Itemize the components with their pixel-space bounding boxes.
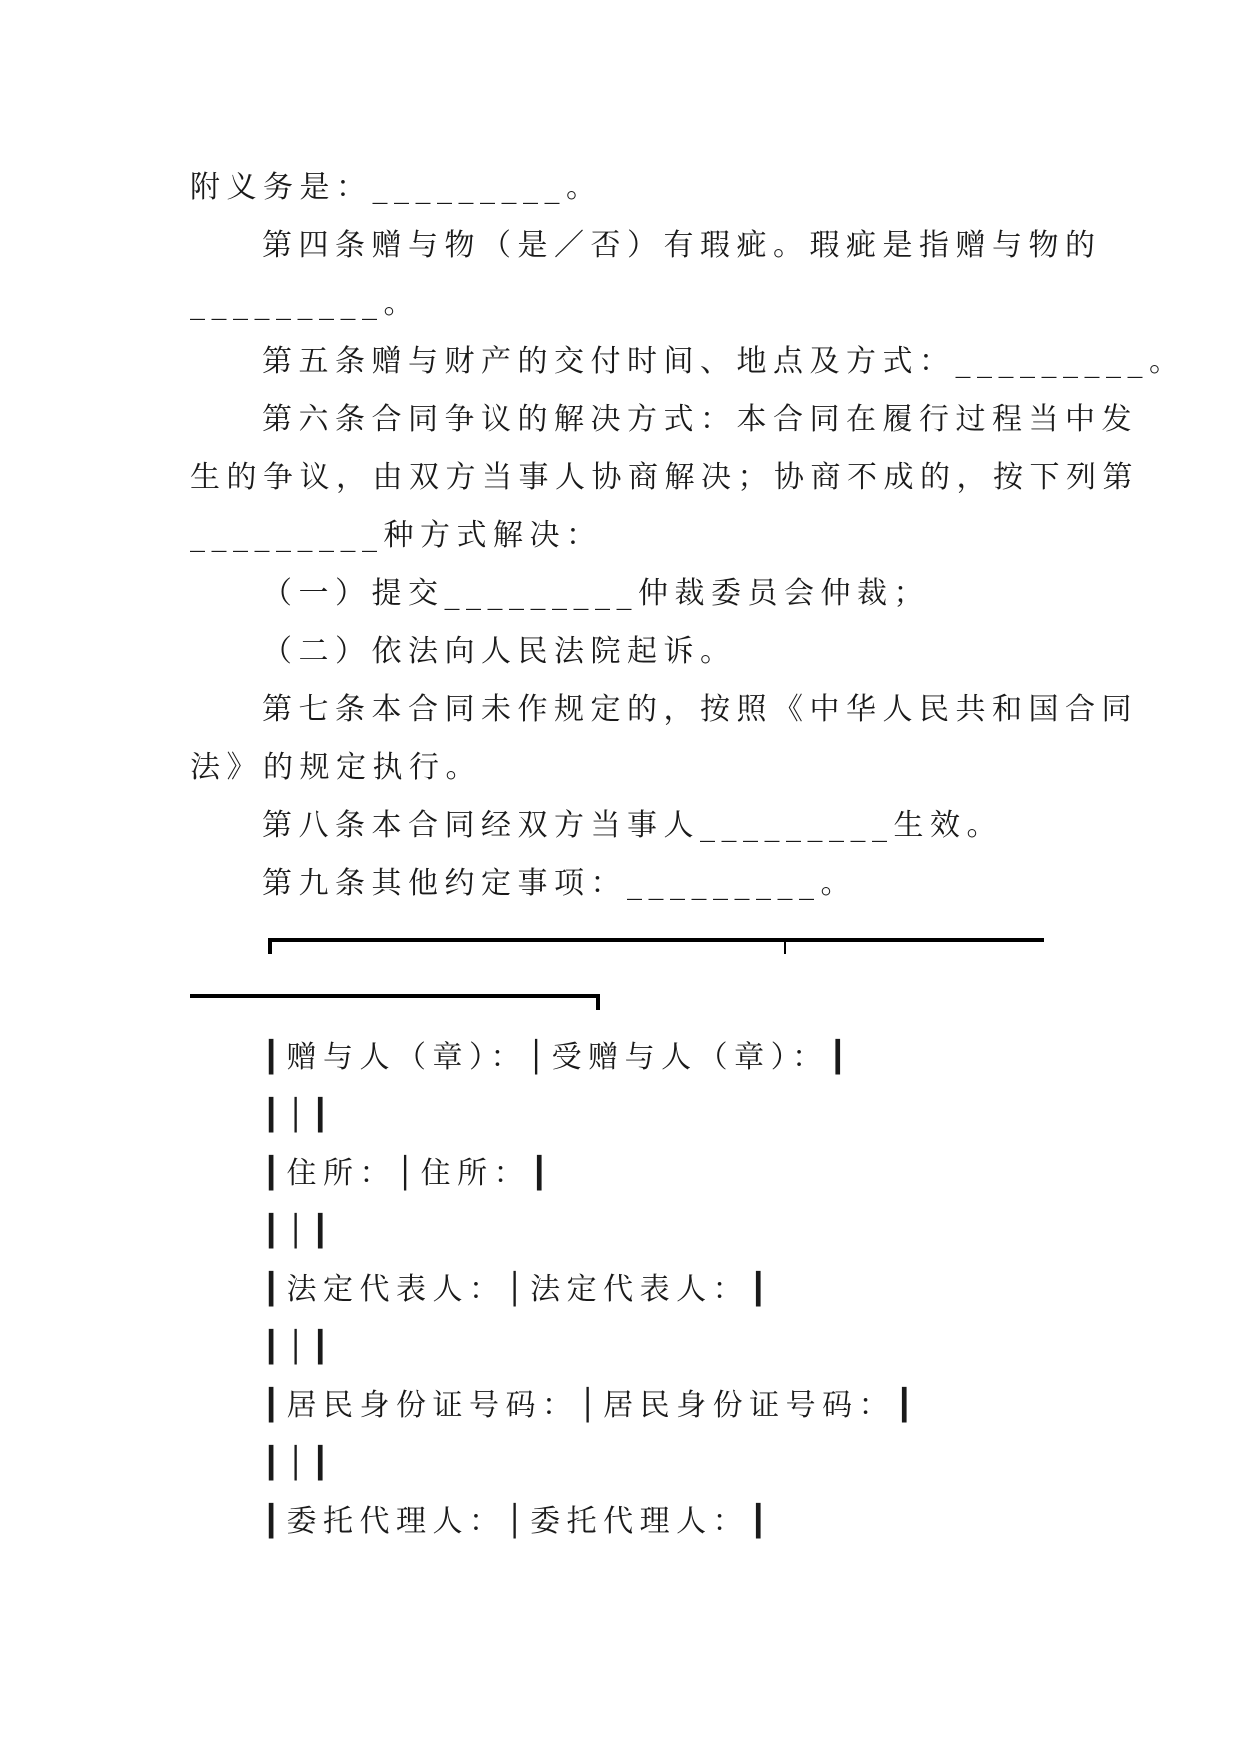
table-row-2: ┃│┃	[262, 1098, 336, 1133]
text-line-3: _________。	[190, 286, 420, 321]
text-line-10: 第七条本合同未作规定的，按照《中华人民共和国合同	[262, 692, 1138, 727]
text-line-2: 第四条赠与物（是／否）有瑕疵。瑕疵是指赠与物的	[262, 228, 1102, 263]
table-row-5: ┃法定代表人：│法定代表人：┃	[262, 1272, 774, 1307]
text-line-1: 附义务是：_________。	[190, 170, 603, 205]
text-line-7: _________种方式解决：	[190, 518, 603, 553]
table-row-3: ┃住所：│住所：┃	[262, 1156, 555, 1191]
text-line-4: 第五条赠与财产的交付时间、地点及方式：_________。	[262, 344, 1186, 379]
table-row-4: ┃│┃	[262, 1214, 336, 1249]
table-row-1: ┃赠与人（章）：│受赠与人（章）：┃	[262, 1040, 854, 1075]
text-line-13: 第九条其他约定事项：_________。	[262, 866, 857, 901]
text-line-8: （一）提交_________仲裁委员会仲裁；	[262, 576, 930, 611]
text-line-11: 法》的规定执行。	[190, 750, 482, 785]
table-row-6: ┃│┃	[262, 1330, 336, 1365]
text-line-6: 生的争议，由双方当事人协商解决；协商不成的，按下列第	[190, 460, 1139, 495]
table-row-9: ┃委托代理人：│委托代理人：┃	[262, 1504, 774, 1539]
table-row-8: ┃│┃	[262, 1446, 336, 1481]
text-line-5: 第六条合同争议的解决方式：本合同在履行过程当中发	[262, 402, 1138, 437]
text-line-12: 第八条本合同经双方当事人_________生效。	[262, 808, 1003, 843]
table-row-7: ┃居民身份证号码：│居民身份证号码：┃	[262, 1388, 920, 1423]
text-line-9: （二）依法向人民法院起诉。	[262, 634, 737, 669]
